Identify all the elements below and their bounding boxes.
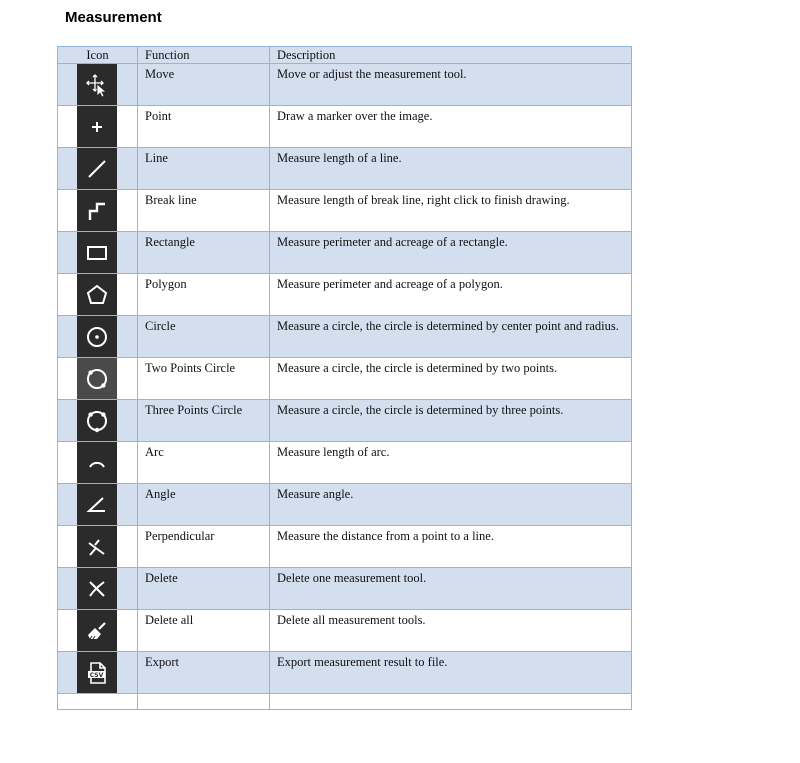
header-description: Description xyxy=(270,47,632,64)
function-description: Measure perimeter and acreage of a polygon. xyxy=(270,274,632,316)
table-row xyxy=(58,274,632,316)
page-title: Measurement xyxy=(65,9,162,26)
function-description: Measure a circle, the circle is determined by center point and radius. xyxy=(270,316,632,358)
function-name: Three Points Circle xyxy=(138,400,270,442)
polygon-icon[interactable] xyxy=(77,274,117,315)
empty-table-row xyxy=(58,694,632,710)
function-description: Measure the distance from a point to a line. xyxy=(270,526,632,568)
plus-icon[interactable] xyxy=(77,106,117,147)
table-row xyxy=(58,442,632,484)
table-row xyxy=(58,568,632,610)
function-description: Draw a marker over the image. xyxy=(270,106,632,148)
function-name: Delete all xyxy=(138,610,270,652)
function-name: Move xyxy=(138,64,270,106)
perpendicular-icon[interactable] xyxy=(77,526,117,567)
table-row xyxy=(58,652,632,694)
three-points-circle-icon[interactable] xyxy=(77,400,117,441)
delete-icon[interactable] xyxy=(77,568,117,609)
function-description: Delete all measurement tools. xyxy=(270,610,632,652)
header-icon: Icon xyxy=(58,47,138,64)
function-name: Angle xyxy=(138,484,270,526)
table-row xyxy=(58,484,632,526)
function-name: Perpendicular xyxy=(138,526,270,568)
function-description: Measure length of a line. xyxy=(270,148,632,190)
function-description: Measure angle. xyxy=(270,484,632,526)
header-function: Function xyxy=(138,47,270,64)
delete-all-brush-icon[interactable] xyxy=(77,610,117,651)
function-description: Export measurement result to file. xyxy=(270,652,632,694)
arc-icon[interactable] xyxy=(77,442,117,483)
rectangle-icon[interactable] xyxy=(77,232,117,273)
table-row xyxy=(58,400,632,442)
function-name: Rectangle xyxy=(138,232,270,274)
function-description: Delete one measurement tool. xyxy=(270,568,632,610)
angle-icon[interactable] xyxy=(77,484,117,525)
function-name: Circle xyxy=(138,316,270,358)
table-row xyxy=(58,232,632,274)
table-row xyxy=(58,64,632,106)
function-description: Measure a circle, the circle is determined by three points. xyxy=(270,400,632,442)
two-points-circle-icon[interactable] xyxy=(77,358,117,399)
function-name: Export xyxy=(138,652,270,694)
function-name: Line xyxy=(138,148,270,190)
measurement-tools-table xyxy=(57,46,632,710)
table-row xyxy=(58,610,632,652)
line-icon[interactable] xyxy=(77,148,117,189)
break-line-icon[interactable] xyxy=(77,190,117,231)
table-row xyxy=(58,358,632,400)
table-row xyxy=(58,316,632,358)
function-description: Measure a circle, the circle is determined by two points. xyxy=(270,358,632,400)
function-name: Polygon xyxy=(138,274,270,316)
move-cursor-icon[interactable] xyxy=(77,64,117,105)
function-description: Move or adjust the measurement tool. xyxy=(270,64,632,106)
function-description: Measure perimeter and acreage of a rectangle. xyxy=(270,232,632,274)
function-name: Two Points Circle xyxy=(138,358,270,400)
function-description: Measure length of arc. xyxy=(270,442,632,484)
circle-center-icon[interactable] xyxy=(77,316,117,357)
function-name: Point xyxy=(138,106,270,148)
function-description: Measure length of break line, right click to finish drawing. xyxy=(270,190,632,232)
function-name: Delete xyxy=(138,568,270,610)
table-row xyxy=(58,526,632,568)
svg-text:CSV: CSV xyxy=(89,671,104,679)
header-row xyxy=(58,47,632,64)
table-row xyxy=(58,106,632,148)
export-csv-icon[interactable] xyxy=(77,652,117,693)
function-name: Break line xyxy=(138,190,270,232)
table-row xyxy=(58,190,632,232)
function-name: Arc xyxy=(138,442,270,484)
table-row xyxy=(58,148,632,190)
